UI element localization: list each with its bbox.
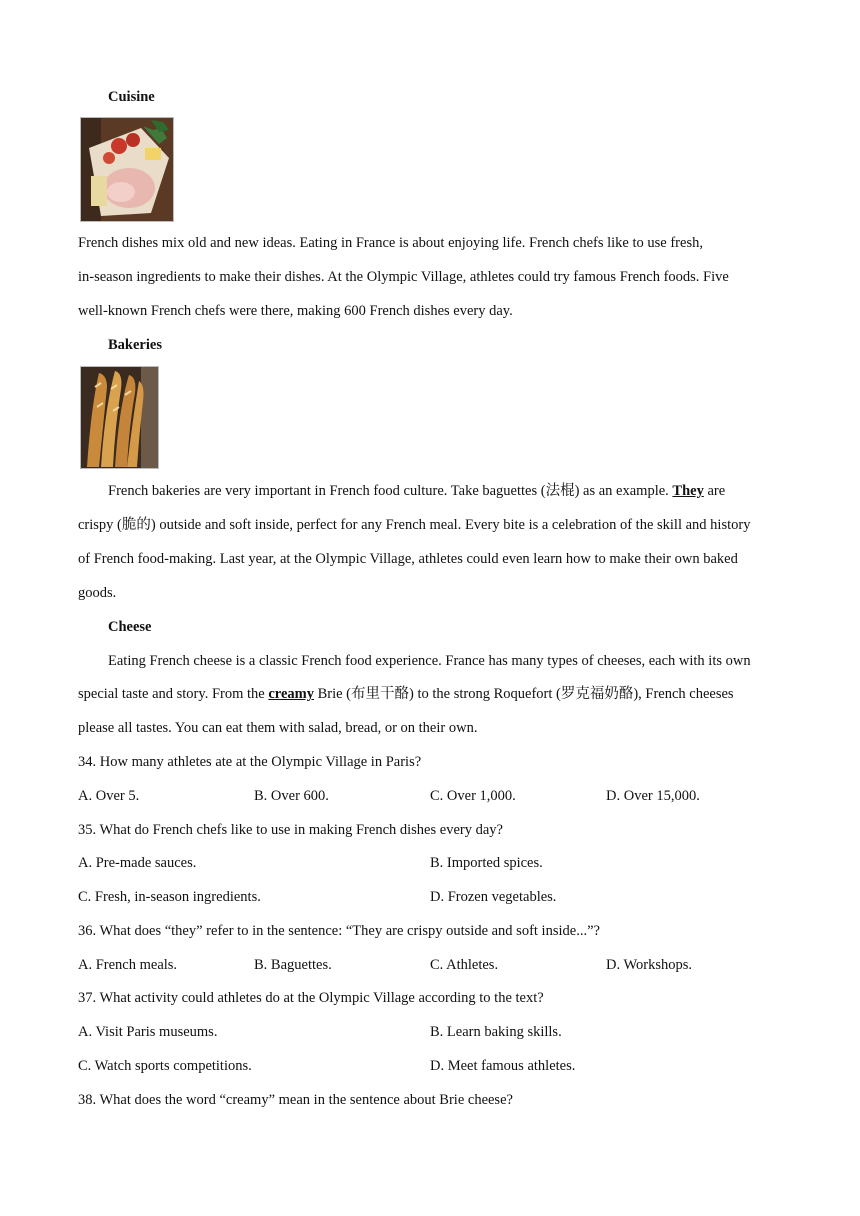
q36-option-c: C. Athletes.: [430, 957, 499, 973]
cheese-line-3: please all tastes. You can eat them with salad, bread, or on their own.: [78, 720, 478, 736]
cheese-line-2: [78, 684, 734, 704]
q37-option-d: D. Meet famous athletes.: [430, 1058, 576, 1074]
bakeries-line-4: goods.: [78, 585, 117, 601]
heading-bakeries: Bakeries: [108, 337, 162, 353]
cheese-line-1: Eating French cheese is a classic French food experience. France has many types of cheeses, each with its own: [108, 653, 751, 669]
keyword-they: They: [672, 483, 704, 499]
heading-cuisine: Cuisine: [108, 89, 155, 105]
cuisine-line-2: in-season ingredients to make their dishes. At the Olympic Village, athletes could try famous French foods. Five: [78, 269, 729, 285]
question-37: 37. What activity could athletes do at the Olympic Village according to the text?: [78, 990, 544, 1006]
q37-option-c: C. Watch sports competitions.: [78, 1058, 252, 1074]
question-38: 38. What does the word “creamy” mean in the sentence about Brie cheese?: [78, 1092, 513, 1108]
q34-option-b: B. Over 600.: [254, 788, 329, 804]
question-35: 35. What do French chefs like to use in making French dishes every day?: [78, 822, 503, 838]
bakeries-line-1: [78, 481, 725, 501]
q36-option-b: B. Baguettes.: [254, 957, 332, 973]
cuisine-line-3: well-known French chefs were there, making 600 French dishes every day.: [78, 303, 513, 319]
bakeries-line-3: of French food-making. Last year, at the Olympic Village, athletes could even learn how to make their own baked: [78, 551, 738, 567]
bakeries-line-2: crispy (脆的) outside and soft inside, perfect for any French meal. Every bite is a celebration of the skill and history: [78, 517, 751, 533]
question-34: 34. How many athletes ate at the Olympic Village in Paris?: [78, 754, 422, 770]
q35-option-d: D. Frozen vegetables.: [430, 889, 557, 905]
question-36: 36. What does “they” refer to in the sentence: “They are crispy outside and soft inside...”?: [78, 923, 600, 939]
bakeries-line-1-text: French bakeries are very important in French food culture. Take baguettes (法棍) as an example.: [108, 483, 673, 499]
cuisine-line-1: French dishes mix old and new ideas. Eating in France is about enjoying life. French chefs like to use fresh,: [78, 235, 703, 251]
q37-option-b: B. Learn baking skills.: [430, 1024, 562, 1040]
q35-option-c: C. Fresh, in-season ingredients.: [78, 889, 261, 905]
q36-option-a: A. French meals.: [78, 957, 178, 973]
heading-cheese: Cheese: [108, 619, 152, 635]
q34-option-a: A. Over 5.: [78, 788, 140, 804]
bakeries-photo: [80, 366, 159, 469]
q36-option-d: D. Workshops.: [606, 957, 692, 973]
cuisine-photo: [80, 117, 174, 222]
bakeries-line-1-end: are: [703, 483, 726, 499]
keyword-creamy: creamy: [268, 686, 314, 702]
q35-option-b: B. Imported spices.: [430, 855, 543, 871]
cheese-line-2-text: special taste and story. From the: [78, 686, 269, 702]
q34-option-d: D. Over 15,000.: [606, 788, 700, 804]
q34-option-c: C. Over 1,000.: [430, 788, 516, 804]
cheese-line-2-end: Brie (布里干酪) to the strong Roquefort (罗克福奶酪), French cheeses: [313, 686, 734, 702]
q37-option-a: A. Visit Paris museums.: [78, 1024, 218, 1040]
q35-option-a: A. Pre-made sauces.: [78, 855, 197, 871]
